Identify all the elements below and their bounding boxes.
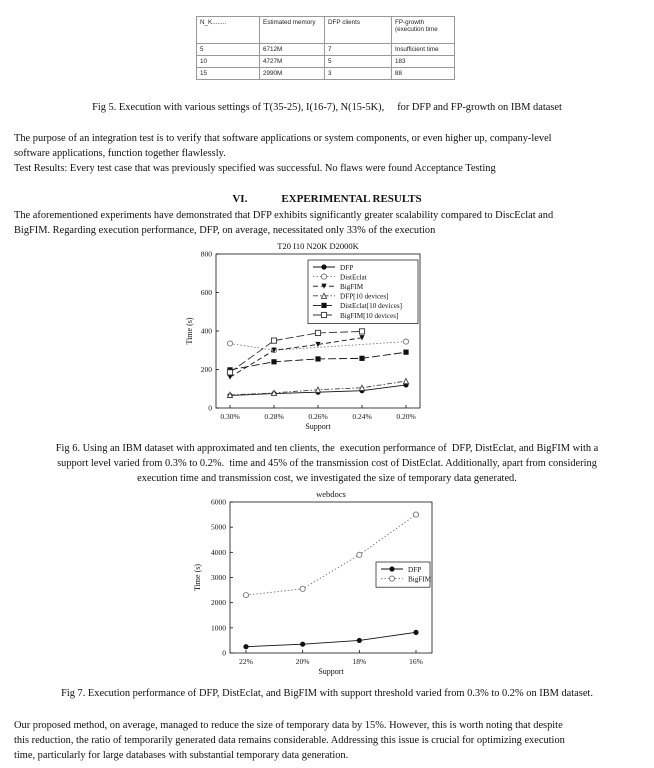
y-tick-label: 0 — [222, 648, 226, 658]
fig6-chart — [180, 238, 480, 440]
legend-label: DistEclat — [340, 273, 367, 282]
section-heading — [0, 193, 654, 205]
legend-label: DFP — [340, 263, 354, 272]
legend-marker — [389, 576, 394, 581]
legend-label: BigFIM — [340, 283, 364, 291]
y-tick-label: 4000 — [211, 547, 226, 557]
paragraph-integration-test — [14, 131, 640, 176]
table-cell: 5 — [325, 56, 392, 68]
y-tick-label: 800 — [200, 249, 212, 259]
series-line — [230, 338, 362, 377]
x-tick-label: 18% — [352, 657, 367, 666]
paragraph-line: The purpose of an integration test is to verify that software applications or system components, or even higher up, company-level — [14, 133, 552, 144]
x-tick-label: 16% — [409, 657, 423, 666]
data-point — [243, 644, 248, 649]
data-point — [413, 512, 418, 517]
y-tick-label: 0 — [208, 403, 212, 413]
table-cell: 15 — [197, 68, 260, 80]
paragraph-temporary-data — [14, 718, 640, 763]
data-point — [300, 642, 305, 647]
table-row — [197, 68, 455, 80]
table-cell: 6712M — [260, 44, 325, 56]
paragraph-experimental — [14, 208, 640, 238]
data-point — [357, 638, 362, 643]
table-cell: 88 — [392, 68, 455, 80]
series-line — [246, 632, 416, 646]
y-tick-label: 600 — [200, 288, 212, 297]
data-point — [403, 339, 408, 344]
table-row — [197, 44, 455, 56]
data-point — [243, 593, 248, 598]
legend-label: BigFIM[10 devices] — [340, 311, 399, 320]
data-point — [413, 630, 418, 635]
table-cell: Insufficient time — [392, 44, 455, 56]
x-tick-label: 20% — [295, 657, 310, 666]
legend-label: DistEclat[10 devices] — [340, 302, 403, 311]
table-row — [197, 56, 455, 68]
table-cell: 4727M — [260, 56, 325, 68]
caption-line: support level varied from 0.3% to 0.2%. time and 45% of the transmission cost of DistEclat. Additionally, apart from considering — [57, 458, 597, 469]
table-header-cell: N_K........ — [197, 17, 260, 44]
table-header-cell: Estimated memory — [260, 17, 325, 44]
y-tick-label: 5000 — [211, 522, 226, 532]
x-tick-label: 0.26% — [308, 412, 328, 421]
table-header-cell: FP-growth (execution time — [392, 17, 455, 44]
table-cell: 183 — [392, 56, 455, 68]
legend-label: DFP — [408, 565, 422, 574]
legend-marker — [321, 303, 326, 308]
table-cell: 10 — [197, 56, 260, 68]
y-tick-label: 200 — [200, 365, 212, 374]
x-tick-label: 0.20% — [396, 412, 416, 421]
data-point — [300, 586, 305, 591]
table-cell: 7 — [325, 44, 392, 56]
paragraph-line: Test Results: Every test case that was previously specified was successful. No flaws were found Acceptance Testing — [14, 163, 496, 174]
section-number: VI. — [232, 193, 248, 205]
paragraph-line: time, particularly for large databases with substantial temporary data generation. — [14, 750, 349, 761]
chart-title: T20 I10 N20K D2000K — [277, 241, 359, 251]
table-header-row — [197, 17, 455, 44]
data-point — [359, 356, 364, 361]
data-point — [357, 552, 362, 557]
y-tick-label: 2000 — [211, 598, 226, 608]
legend-label: DFP[10 devices] — [340, 292, 389, 301]
legend-marker — [321, 312, 326, 317]
data-point — [227, 370, 232, 375]
x-tick-label: 22% — [239, 657, 253, 666]
paragraph-line: this reduction, the ratio of temporarily generated data remains considerable. Addressing this issue is crucial for optimizing execution — [14, 735, 565, 746]
paragraph-line: Our proposed method, on average, managed to reduce the size of temporary data by 15%. However, this is worth noting that despite — [14, 720, 563, 731]
y-axis-label: Time (s) — [185, 317, 194, 345]
table-cell: 2990M — [260, 68, 325, 80]
y-tick-label: 1000 — [211, 623, 226, 633]
x-tick-label: 0.28% — [264, 412, 284, 421]
data-point — [271, 338, 276, 343]
x-axis-label: Support — [318, 667, 344, 676]
legend-marker — [321, 264, 326, 269]
section-title: EXPERIMENTAL RESULTS — [281, 193, 422, 205]
x-tick-label: 0.30% — [220, 412, 240, 421]
caption-line: execution time and transmission cost, we investigated the size of temporary data generated. — [137, 473, 517, 484]
paragraph-line: software applications, function together flawlessly. — [14, 148, 226, 159]
data-point — [271, 359, 276, 364]
table-cell: 5 — [197, 44, 260, 56]
fig6-caption — [10, 441, 644, 486]
table-cell: 3 — [325, 68, 392, 80]
x-tick-label: 0.24% — [352, 412, 372, 421]
data-point — [403, 378, 408, 383]
data-point — [227, 341, 232, 346]
series-line — [230, 331, 362, 372]
paragraph-line: BigFIM. Regarding execution performance, DFP, on average, necessitated only 33% of the execution — [14, 225, 436, 236]
legend-marker — [321, 274, 326, 279]
paragraph-line: The aforementioned experiments have demonstrated that DFP exhibits significantly greater scalability compared to DiscEclat and — [14, 210, 554, 221]
chart-title: webdocs — [316, 489, 346, 499]
legend-marker — [389, 566, 394, 571]
data-point — [359, 329, 364, 334]
y-tick-label: 3000 — [211, 573, 226, 582]
y-tick-label: 400 — [200, 326, 212, 336]
caption-line: Fig 6. Using an IBM dataset with approximated and ten clients, the execution performance of DFP, DistEclat, and BigFIM with a — [55, 443, 599, 454]
data-point — [403, 350, 408, 355]
y-tick-label: 6000 — [211, 497, 226, 507]
fig7-chart — [186, 488, 446, 684]
table-header-cell: DFP clients — [325, 17, 392, 44]
data-point — [315, 330, 320, 335]
x-axis-label: Support — [305, 422, 331, 431]
results-table — [196, 16, 455, 80]
data-point — [315, 356, 320, 361]
fig5-caption: Fig 5. Execution with various settings of T(35-25), I(16-7), N(15-5K), for DFP and FP-growth on IBM dataset — [92, 102, 562, 113]
fig7-caption: Fig 7. Execution performance of DFP, DistEclat, and BigFIM with support threshold varied from 0.3% to 0.2% on IBM dataset. — [61, 688, 593, 699]
y-axis-label: Time (s) — [193, 563, 202, 592]
legend-label: BigFIM — [408, 575, 432, 584]
